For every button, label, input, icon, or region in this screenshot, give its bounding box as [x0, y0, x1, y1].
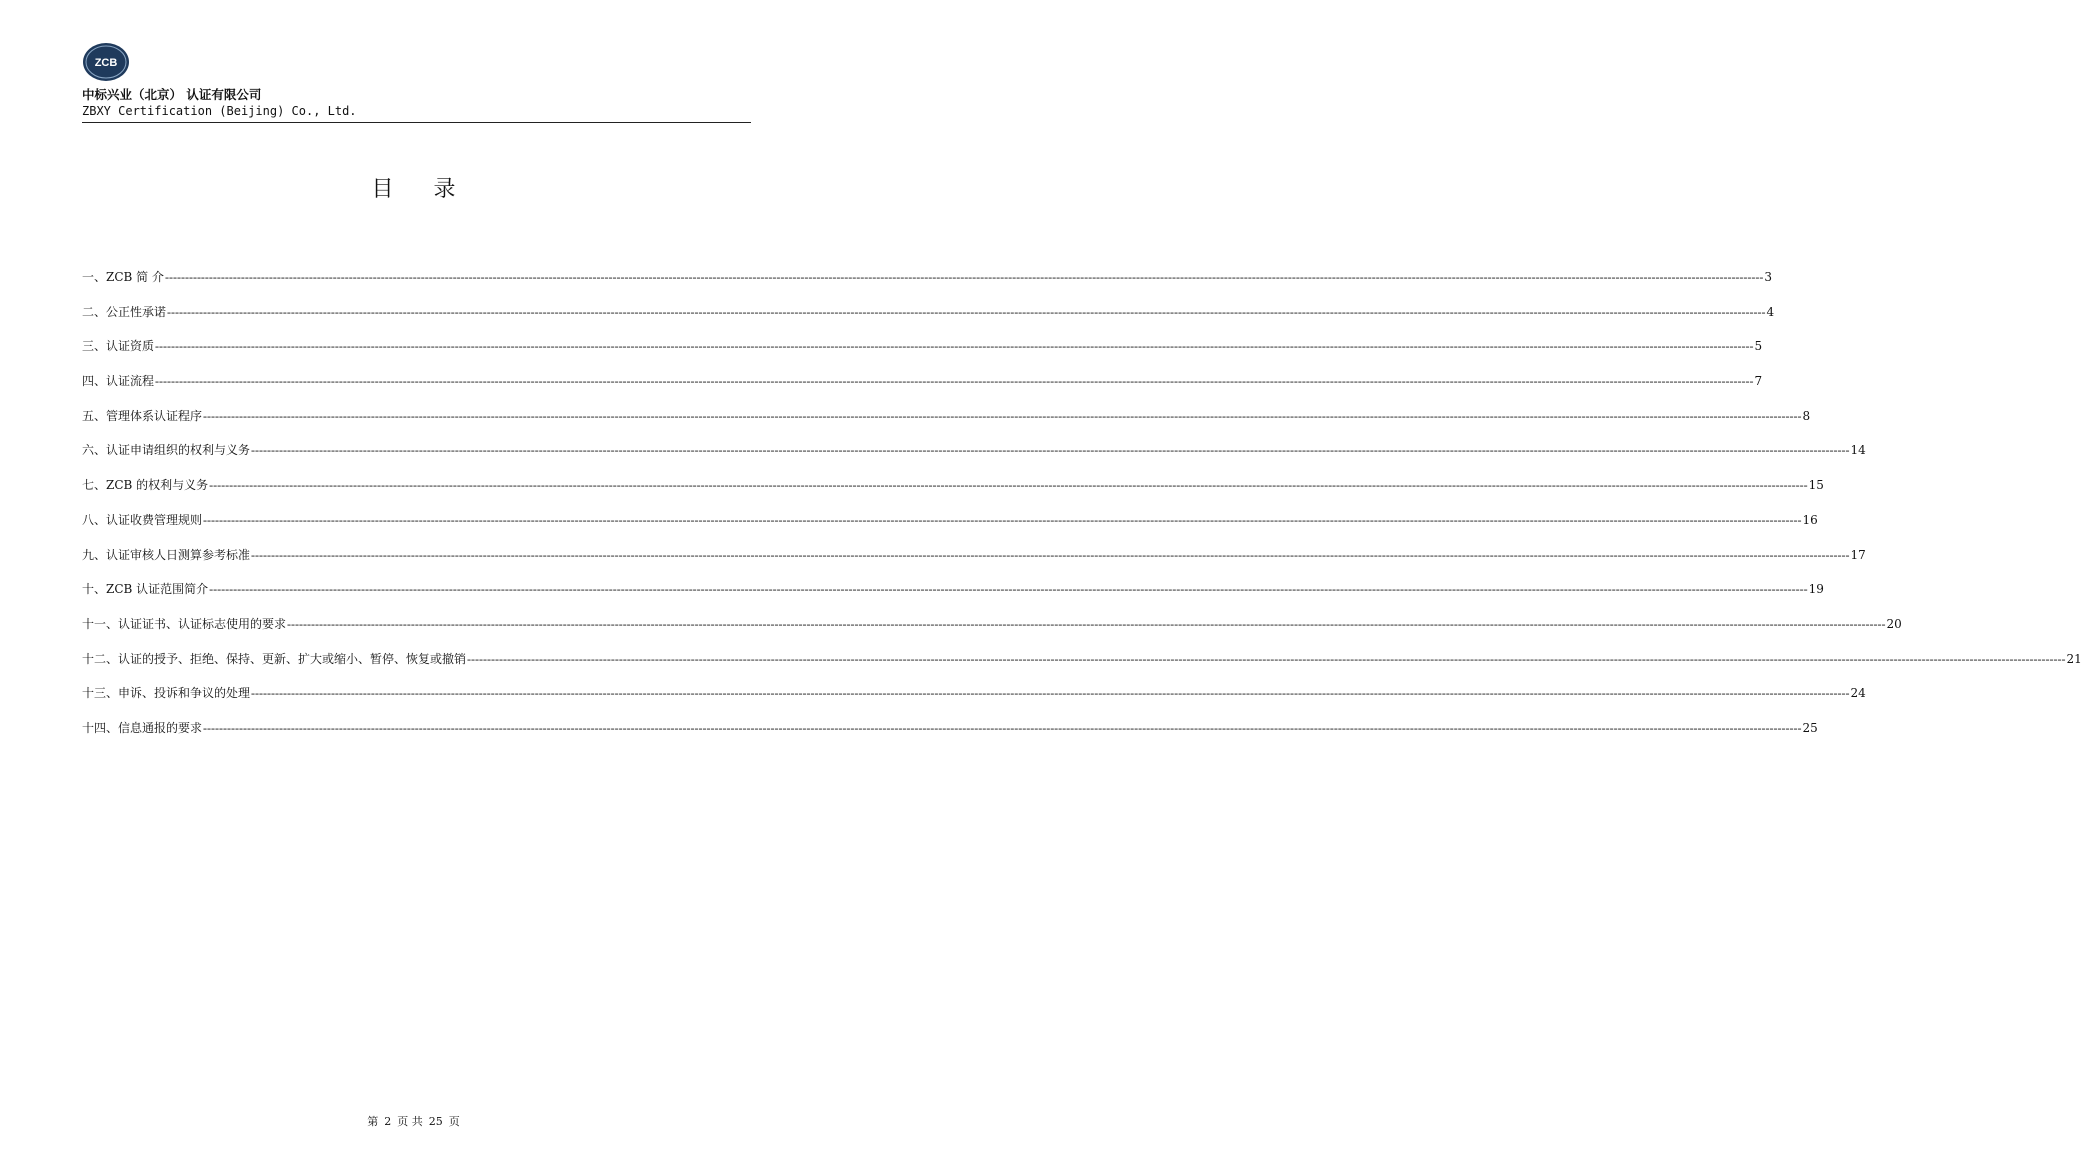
toc-entry[interactable]	[82, 407, 1811, 442]
toc-entry[interactable]	[82, 511, 1818, 546]
toc-list	[82, 268, 2082, 754]
toc-entry-label: 十、ZCB 认证范围简介	[82, 582, 209, 597]
toc-entry-page: 5	[1754, 339, 1763, 354]
toc-entry-page: 8	[1802, 408, 1811, 423]
zcb-logo-icon	[82, 42, 130, 82]
company-name-en: ZBXY Certification (Beijing) Co., Ltd.	[82, 104, 357, 118]
toc-entry-label: 六、认证申请组织的权利与义务	[82, 443, 251, 458]
toc-entry-page: 19	[1808, 582, 1824, 597]
logo-text: ZCB	[94, 57, 118, 69]
toc-entry-label: 二、公正性承诺	[82, 304, 167, 319]
company-name-cn: 中标兴业（北京） 认证有限公司	[82, 87, 262, 102]
toc-entry-page: 25	[1802, 720, 1818, 735]
toc-dot-leader: ----------------------------------------------------------------------------------------------------------------------------------------------------------------------------------------------------------------------------------------------------------------------------------------------------------------------------------------------------------------------------------------------------------------	[155, 374, 1754, 389]
toc-entry[interactable]	[82, 546, 1866, 581]
toc-entry-label: 三、认证资质	[82, 339, 155, 354]
toc-entry-label: 九、认证审核人日测算参考标准	[82, 547, 251, 562]
toc-dot-leader: ----------------------------------------------------------------------------------------------------------------------------------------------------------------------------------------------------------------------------------------------------------------------------------------------------------------------------------------------------------------------------------------------------------------	[167, 304, 1766, 319]
toc-entry[interactable]	[82, 268, 1773, 303]
toc-entry[interactable]	[82, 303, 1775, 338]
toc-entry[interactable]	[82, 684, 1866, 719]
toc-entry[interactable]	[82, 719, 1818, 754]
toc-entry-page: 4	[1766, 304, 1775, 319]
toc-entry-label: 十一、认证证书、认证标志使用的要求	[82, 616, 287, 631]
toc-entry-label: 十二、认证的授予、拒绝、保持、更新、扩大或缩小、暂停、恢复或撤销	[82, 651, 467, 666]
toc-entry-label: 七、ZCB 的权利与义务	[82, 478, 209, 493]
toc-dot-leader: ----------------------------------------------------------------------------------------------------------------------------------------------------------------------------------------------------------------------------------------------------------------------------------------------------------------------------------------------------------------------------------------------------------------	[467, 651, 2066, 666]
toc-entry[interactable]	[82, 580, 1824, 615]
toc-entry-page: 24	[1850, 686, 1866, 701]
toc-dot-leader: ----------------------------------------------------------------------------------------------------------------------------------------------------------------------------------------------------------------------------------------------------------------------------------------------------------------------------------------------------------------------------------------------------------------	[251, 686, 1850, 701]
toc-entry-page: 17	[1850, 547, 1866, 562]
toc-entry[interactable]	[82, 615, 1902, 650]
toc-entry-page: 21	[2066, 651, 2082, 666]
toc-entry-label: 十四、信息通报的要求	[82, 720, 203, 735]
toc-dot-leader: ----------------------------------------------------------------------------------------------------------------------------------------------------------------------------------------------------------------------------------------------------------------------------------------------------------------------------------------------------------------------------------------------------------------	[209, 478, 1808, 493]
toc-title: 目录	[371, 177, 496, 202]
footer-suffix: 页	[448, 1115, 460, 1128]
toc-entry-label: 八、认证收费管理规则	[82, 512, 203, 527]
toc-dot-leader: ----------------------------------------------------------------------------------------------------------------------------------------------------------------------------------------------------------------------------------------------------------------------------------------------------------------------------------------------------------------------------------------------------------------	[251, 547, 1850, 562]
toc-entry-page: 20	[1886, 616, 1902, 631]
toc-entry-label: 一、ZCB 简 介	[82, 270, 164, 284]
toc-entry-label: 四、认证流程	[82, 374, 155, 389]
footer-page-number: 2	[384, 1115, 392, 1128]
toc-entry-page: 15	[1808, 478, 1824, 493]
header-divider	[82, 122, 751, 123]
toc-dot-leader: ----------------------------------------------------------------------------------------------------------------------------------------------------------------------------------------------------------------------------------------------------------------------------------------------------------------------------------------------------------------------------------------------------------------	[203, 408, 1802, 423]
footer-prefix: 第	[367, 1115, 379, 1128]
toc-entry-label: 十三、申诉、投诉和争议的处理	[82, 686, 251, 701]
toc-dot-leader: ----------------------------------------------------------------------------------------------------------------------------------------------------------------------------------------------------------------------------------------------------------------------------------------------------------------------------------------------------------------------------------------------------------------	[287, 616, 1886, 631]
toc-dot-leader: ----------------------------------------------------------------------------------------------------------------------------------------------------------------------------------------------------------------------------------------------------------------------------------------------------------------------------------------------------------------------------------------------------------------	[203, 720, 1802, 735]
toc-dot-leader: ----------------------------------------------------------------------------------------------------------------------------------------------------------------------------------------------------------------------------------------------------------------------------------------------------------------------------------------------------------------------------------------------------------------	[164, 270, 1764, 284]
toc-entry[interactable]	[82, 337, 1763, 372]
toc-entry-label: 五、管理体系认证程序	[82, 408, 203, 423]
toc-entry[interactable]	[82, 441, 1866, 476]
toc-dot-leader: ----------------------------------------------------------------------------------------------------------------------------------------------------------------------------------------------------------------------------------------------------------------------------------------------------------------------------------------------------------------------------------------------------------------	[251, 443, 1850, 458]
toc-entry[interactable]	[82, 650, 2082, 685]
toc-dot-leader: ----------------------------------------------------------------------------------------------------------------------------------------------------------------------------------------------------------------------------------------------------------------------------------------------------------------------------------------------------------------------------------------------------------------	[155, 339, 1754, 354]
toc-entry[interactable]	[82, 372, 1763, 407]
toc-entry-page: 14	[1850, 443, 1866, 458]
toc-entry[interactable]	[82, 476, 1824, 511]
footer-total-pages: 25	[428, 1115, 443, 1128]
toc-dot-leader: ----------------------------------------------------------------------------------------------------------------------------------------------------------------------------------------------------------------------------------------------------------------------------------------------------------------------------------------------------------------------------------------------------------------	[209, 582, 1808, 597]
toc-entry-page: 16	[1802, 512, 1818, 527]
page-footer	[0, 1113, 827, 1129]
toc-entry-page: 3	[1764, 270, 1773, 284]
footer-middle: 页 共	[397, 1115, 423, 1128]
toc-dot-leader: ----------------------------------------------------------------------------------------------------------------------------------------------------------------------------------------------------------------------------------------------------------------------------------------------------------------------------------------------------------------------------------------------------------------	[203, 512, 1802, 527]
toc-entry-page: 7	[1754, 374, 1763, 389]
